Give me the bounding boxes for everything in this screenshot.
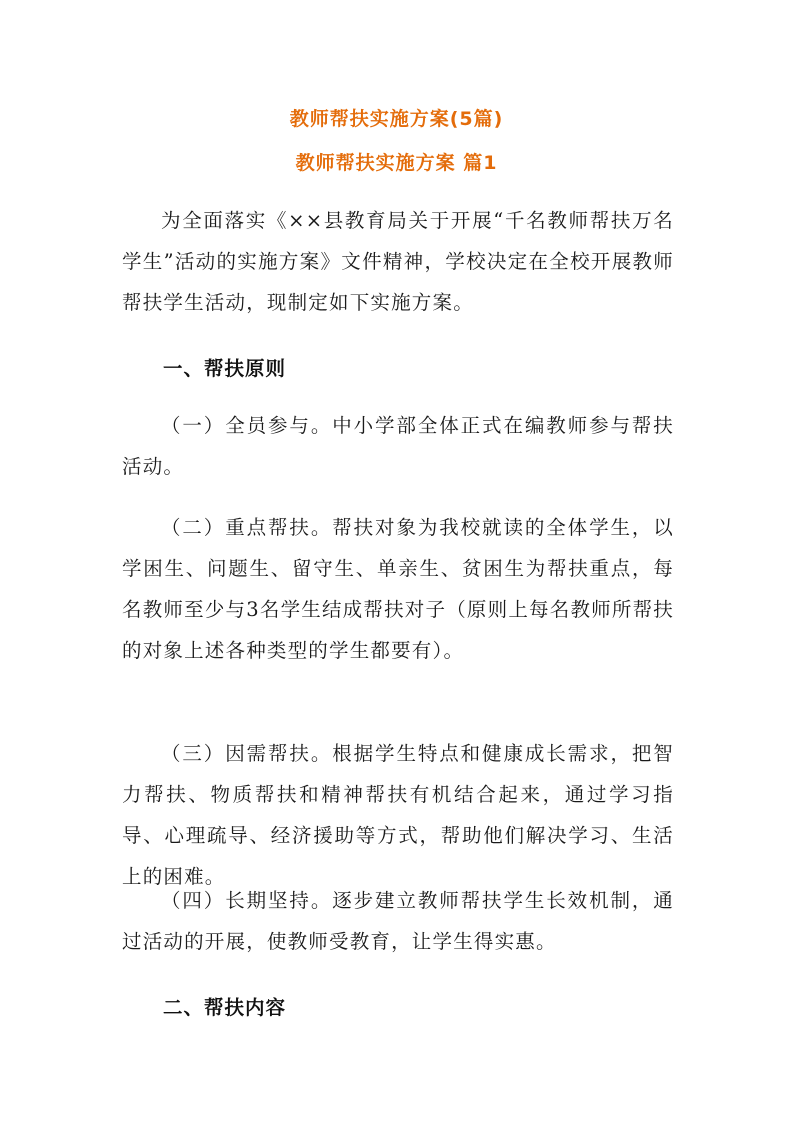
principle-paragraph: （三）因需帮扶。根据学生特点和健康成长需求，把智力帮扶、物质帮扶和精神帮扶有机结合起来，通过学习指导、心理疏导、经济援助等方式，帮助他们解决学习、生活上的困难。 bbox=[122, 742, 674, 888]
principle-paragraph: （一）全员参与。中小学部全体正式在编教师参与帮扶活动。 bbox=[122, 414, 674, 478]
principle-paragraph: （二）重点帮扶。帮扶对象为我校就读的全体学生，以学困生、问题生、留守生、单亲生、贫困生为帮扶重点，每名教师至少与3名学生结成帮扶对子（原则上每名教师所帮扶的对象上述各种类型的学生都要有）。 bbox=[122, 516, 674, 662]
intro-paragraph: 为全面落实《××县教育局关于开展“千名教师帮扶万名学生”活动的实施方案》文件精神，学校决定在全校开展教师帮扶学生活动，现制定如下实施方案。 bbox=[122, 209, 674, 314]
section-heading-content: 二、帮扶内容 bbox=[163, 996, 287, 1019]
section-heading-principles: 一、帮扶原则 bbox=[163, 357, 287, 380]
document-title: 教师帮扶实施方案(5篇) bbox=[289, 108, 504, 130]
principle-paragraph: （四）长期坚持。逐步建立教师帮扶学生长效机制，通过活动的开展，使教师受教育，让学生得实惠。 bbox=[122, 889, 674, 953]
document-subtitle: 教师帮扶实施方案 篇1 bbox=[295, 152, 498, 174]
